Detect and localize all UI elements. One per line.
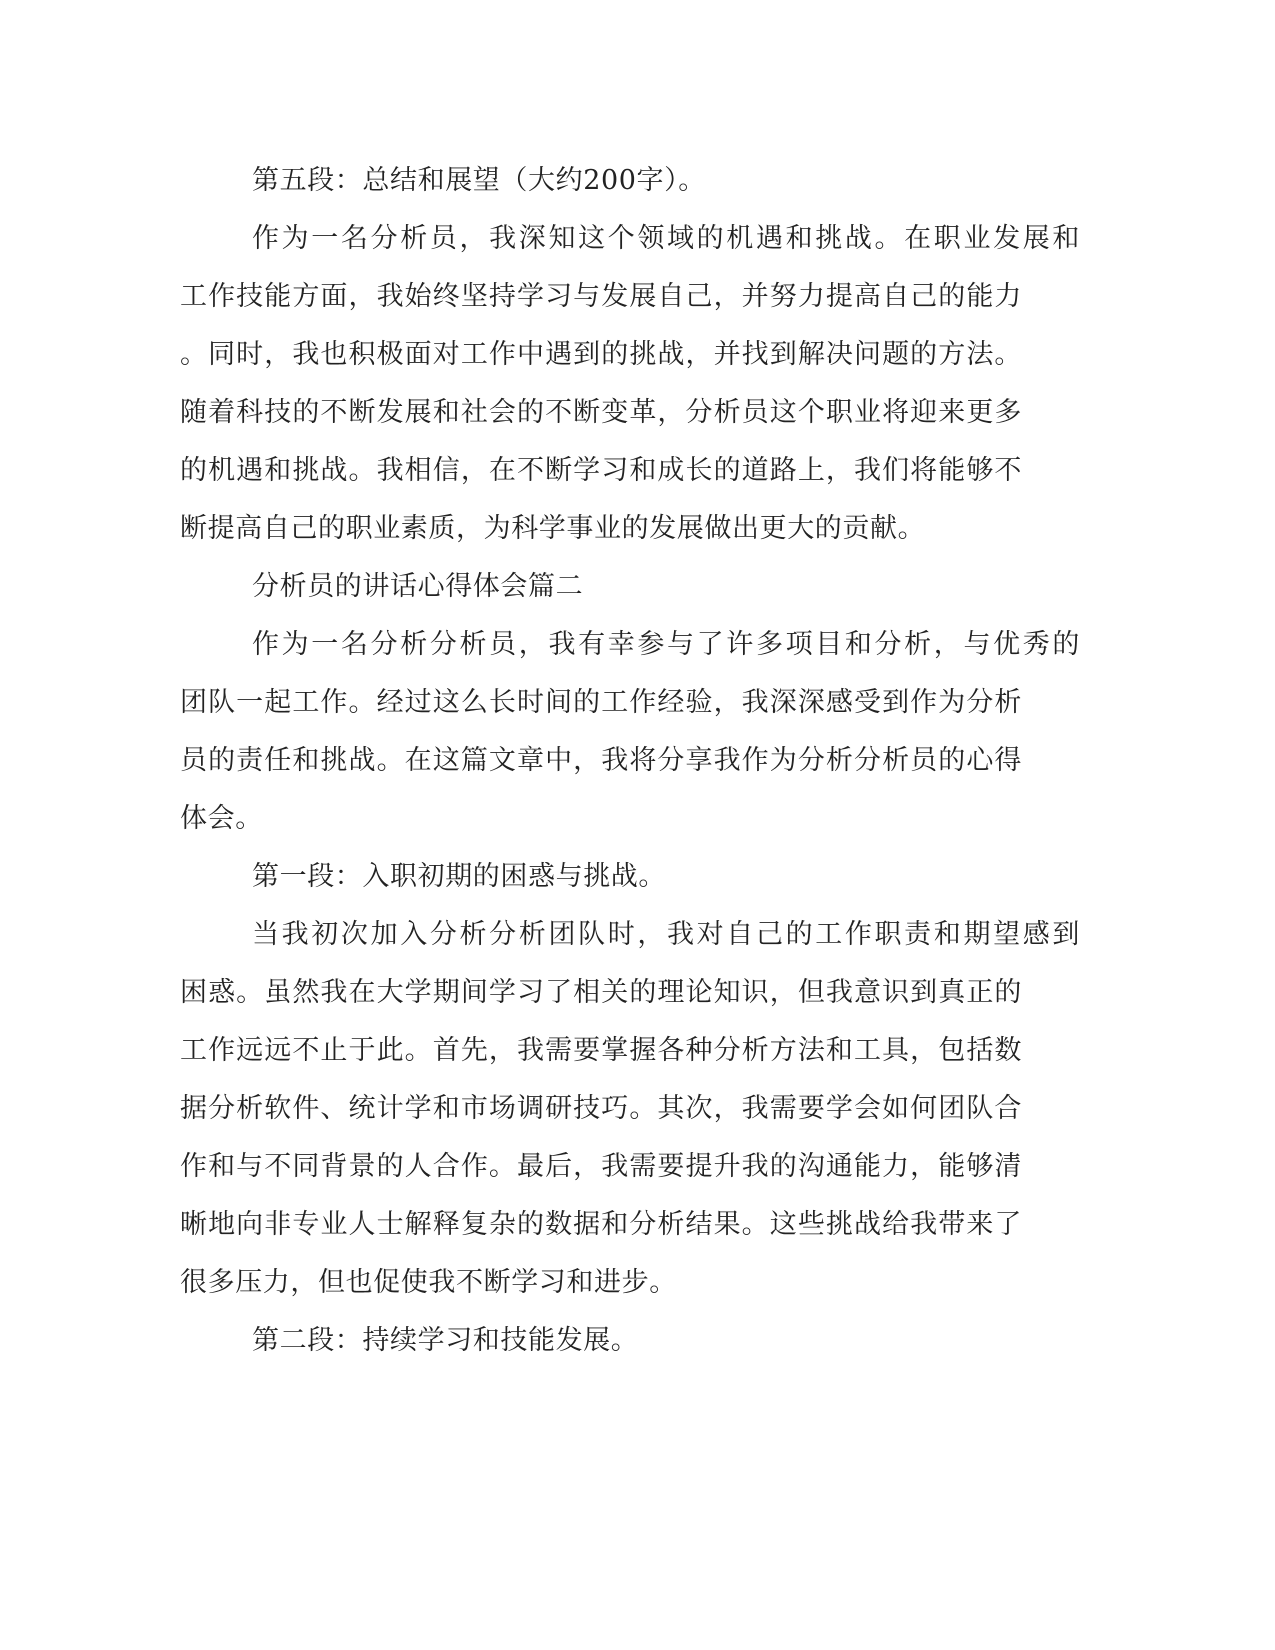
paragraph-line: 当我初次加入分析分析团队时，我对自己的工作职责和期望感到 <box>252 919 1080 950</box>
paragraph-line: 员的责任和挑战。在这篇文章中，我将分享我作为分析分析员的心得 <box>180 745 1022 776</box>
article-subtitle: 分析员的讲话心得体会篇二 <box>252 571 584 602</box>
paragraph-line: 晰地向非专业人士解释复杂的数据和分析结果。这些挑战给我带来了 <box>180 1209 1022 1240</box>
paragraph-line: 工作远远不止于此。首先，我需要掌握各种分析方法和工具，包括数 <box>180 1035 1022 1066</box>
paragraph-line: 作为一名分析分析员，我有幸参与了许多项目和分析，与优秀的 <box>252 629 1080 660</box>
section-heading-one: 第一段：入职初期的困惑与挑战。 <box>252 861 666 892</box>
paragraph-line: 很多压力，但也促使我不断学习和进步。 <box>180 1267 677 1298</box>
paragraph-line: 体会。 <box>180 803 263 834</box>
paragraph-line: 据分析软件、统计学和市场调研技巧。其次，我需要学会如何团队合 <box>180 1093 1022 1124</box>
section-heading-five: 第五段：总结和展望（大约200字）。 <box>252 165 706 196</box>
paragraph-line: 作和与不同背景的人合作。最后，我需要提升我的沟通能力，能够清 <box>180 1151 1022 1182</box>
section-heading-two: 第二段：持续学习和技能发展。 <box>252 1325 639 1356</box>
paragraph-line: 工作技能方面，我始终坚持学习与发展自己，并努力提高自己的能力 <box>180 281 1022 312</box>
paragraph-line: 团队一起工作。经过这么长时间的工作经验，我深深感受到作为分析 <box>180 687 1022 718</box>
paragraph-line: 随着科技的不断发展和社会的不断变革，分析员这个职业将迎来更多 <box>180 397 1022 428</box>
paragraph-line: 作为一名分析员，我深知这个领域的机遇和挑战。在职业发展和 <box>252 223 1080 254</box>
paragraph-line: 断提高自己的职业素质，为科学事业的发展做出更大的贡献。 <box>180 513 926 544</box>
paragraph-line: 。同时，我也积极面对工作中遇到的挑战，并找到解决问题的方法。 <box>180 339 1022 370</box>
paragraph-line: 的机遇和挑战。我相信，在不断学习和成长的道路上，我们将能够不 <box>180 455 1022 486</box>
paragraph-line: 困惑。虽然我在大学期间学习了相关的理论知识，但我意识到真正的 <box>180 977 1022 1008</box>
